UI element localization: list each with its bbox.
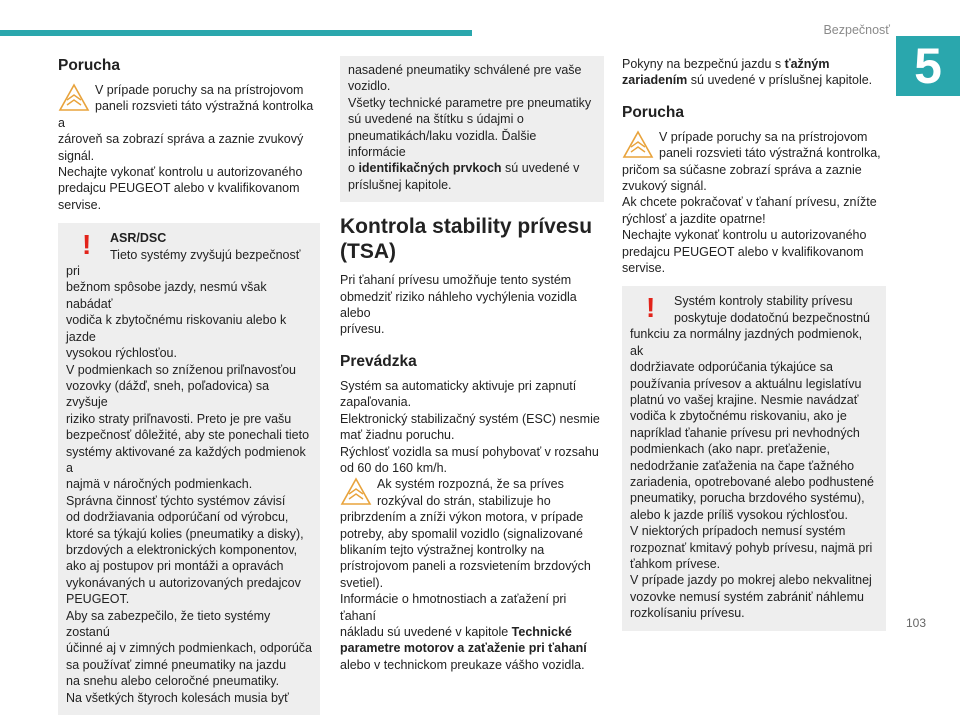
text-line: V prípade jazdy po mokrej alebo nekvalitnej xyxy=(630,573,872,588)
text-line: vysokou rýchlosťou. xyxy=(66,346,177,361)
fault-paragraph xyxy=(58,82,320,213)
bold-span: ťažným xyxy=(784,57,830,71)
text-line: pneumatiky, porucha brzdového systému), xyxy=(630,491,865,506)
text-line: blikaním tejto výstražnej kontrolky na xyxy=(340,542,545,557)
text-line: obmedziť riziko náhleho vychýlenia vozidla alebo xyxy=(340,289,577,321)
text-line: vodiča k zbytočnému riskovaniu alebo k jazde xyxy=(66,313,287,344)
text-line: ktoré sa týkajú kolies (pneumatiky a disky), xyxy=(66,526,304,541)
text-line: riziko straty priľnavosti. Preto je pre vašu xyxy=(66,411,292,426)
exclamation-icon: ! xyxy=(646,292,656,324)
exclamation-icon: ! xyxy=(82,229,92,261)
text-span: o xyxy=(348,161,359,176)
text-line: vykonávaných u autorizovaných predajcov xyxy=(66,575,301,590)
text-span: nákladu sú uvedené v kapitole xyxy=(340,624,512,639)
column-3 xyxy=(622,56,886,631)
text-line: brzdových a elektronických komponentov, xyxy=(66,542,298,557)
bold-span: parametre motorov a zaťaženie pri ťahaní xyxy=(340,641,587,656)
text-line: Správna činnosť týchto systémov závisí xyxy=(66,493,286,508)
text-line: rozkýval do strán, stabilizuje ho xyxy=(377,493,551,508)
text-line: platnú vo vašej krajine. Nesmie navádzať xyxy=(630,392,859,407)
text-line: paneli rozsvieti táto výstražná kontrolka a xyxy=(58,99,314,130)
text-line: používania prívesov a aktuálnu legislatívu xyxy=(630,376,862,391)
text-line: Všetky technické parametre pre pneumatiky xyxy=(348,95,592,110)
text-line: od 60 do 160 km/h. xyxy=(340,460,448,475)
text-line: alebo v technickom preukaze vášho vozidla. xyxy=(340,657,585,672)
note-title: ASR/DSC xyxy=(110,231,167,246)
text-line: bežnom spôsobe jazdy, nesmú však nabádať xyxy=(66,280,267,311)
text-line: Aby sa zabezpečilo, že tieto systémy zostanú xyxy=(66,608,271,639)
text-line: vozovke nemusí systém zabrániť náhlemu xyxy=(630,589,864,604)
text-line: signál. xyxy=(58,148,95,163)
text-line: dodržiavate odporúčania týkajúce sa xyxy=(630,360,833,375)
text-line: Systém kontroly stability prívesu xyxy=(674,294,853,309)
text-span: Pokyny na bezpečnú jazdu s xyxy=(622,57,785,71)
text-line: Tieto systémy zvyšujú bezpečnosť pri xyxy=(66,247,301,279)
text-line: účinné aj v zimných podmienkach, odporúča xyxy=(66,641,312,656)
text-line: prívesu. xyxy=(340,322,385,337)
text-line xyxy=(622,72,886,88)
section-title: Bezpečnosť xyxy=(823,23,890,37)
warning-triangle-icon xyxy=(58,83,90,113)
text-line: servise. xyxy=(58,197,102,212)
text-line: Elektronický stabilizačný systém (ESC) nesmie xyxy=(340,411,600,426)
text-line: zariadenia, opotrebované alebo podhustené xyxy=(630,474,874,489)
text-line: nedodržanie zaťaženia na čape ťažného xyxy=(630,458,855,473)
text-line xyxy=(340,640,604,656)
text-line: Nechajte vykonať kontrolu u autorizovaného xyxy=(622,228,867,243)
text-line: bezpečnosť dôležité, aby ste ponechali tieto xyxy=(66,428,310,443)
text-line: Ak chcete pokračovať v ťahaní prívesu, znížte xyxy=(622,195,877,210)
text-span: sú uvedené v príslušnej kapitole. xyxy=(687,73,873,88)
page-number: 103 xyxy=(905,616,926,630)
text-line: V podmienkach so zníženou priľnavosťou xyxy=(66,362,296,377)
bold-span: identifikačných prvkoch xyxy=(358,161,502,176)
text-line: Pri ťahaní prívesu umožňuje tento systém xyxy=(340,273,572,288)
text-line: Nechajte vykonať kontrolu u autorizovaného xyxy=(58,165,303,180)
text-line: Informácie o hmotnostiach a zaťažení pri ťahaní xyxy=(340,592,567,623)
heading-porucha-tsa: Porucha xyxy=(622,103,685,121)
heading-porucha: Porucha xyxy=(58,57,121,74)
text-line: zapaľovania. xyxy=(340,395,412,410)
text-line: rýchlosť a jazdite opatrne! xyxy=(622,211,766,226)
text-line: najmä v náročných podmienkach. xyxy=(66,477,253,492)
text-line: V prípade poruchy sa na prístrojovom xyxy=(95,83,304,97)
text-line: systémy aktivované za každých podmienok a xyxy=(66,444,306,475)
text-line: prístrojovom paneli a rozsvietením brzdových xyxy=(340,559,591,574)
text-line: nasadené pneumatiky schválené pre vaše xyxy=(348,63,582,77)
title-line: Kontrola stability prívesu xyxy=(340,215,593,239)
text-line: ťahkom prívese. xyxy=(630,556,721,571)
column-1 xyxy=(58,56,320,715)
column-2 xyxy=(340,56,604,673)
text-line: ako aj postupov pri montáži a opravách xyxy=(66,559,284,574)
chapter-number-badge: 5 xyxy=(896,36,960,96)
text-line: Rýchlosť vozidla sa musí pohybovať v rozsahu xyxy=(340,444,599,459)
text-line: vodiča k zbytočnému riskovaniu, ako je xyxy=(630,409,847,424)
text-line: pričom sa súčasne zobrazí správa a zaznie xyxy=(622,162,862,177)
text-line: svetiel). xyxy=(340,575,384,590)
tsa-icon-paragraph xyxy=(340,476,604,673)
text-line: sa používať zimné pneumatiky na jazdu xyxy=(66,657,287,672)
text-line xyxy=(348,160,596,176)
tsa-note xyxy=(622,286,886,630)
text-line: Systém sa automaticky aktivuje pri zapnutí xyxy=(340,378,577,393)
text-line: funkciu za normálny jazdných podmienok, ak xyxy=(630,327,863,358)
text-line: vozovky (dážď, sneh, poľadovica) sa zvyšuje xyxy=(66,378,270,410)
text-line: rozpoznať kmitavý pohyb prívesu, najmä pri xyxy=(630,540,873,555)
text-line: V niektorých prípadoch nemusí systém xyxy=(630,524,846,539)
text-line: zvukový signál. xyxy=(622,179,707,194)
text-line: Na všetkých štyroch kolesách musia byť xyxy=(66,690,289,705)
warning-triangle-icon xyxy=(340,477,372,507)
text-line: poskytuje dodatočnú bezpečnostnú xyxy=(674,310,870,325)
text-line: Ak systém rozpozná, že sa príves xyxy=(377,477,564,492)
text-line: servise. xyxy=(622,261,666,276)
heading-prevadzka: Prevádzka xyxy=(340,352,417,370)
warning-triangle-icon xyxy=(622,130,654,160)
text-line: na snehu alebo celoročné pneumatiky. xyxy=(66,674,280,689)
text-line: predajcu PEUGEOT alebo v kvalifikovanom xyxy=(622,244,864,259)
bold-span: Technické xyxy=(511,624,572,639)
asr-dsc-note xyxy=(58,223,320,715)
text-line: alebo k jazde príliš vysokou rýchlosťou. xyxy=(630,507,848,522)
text-line xyxy=(340,624,604,640)
text-line: mať žiadnu poruchu. xyxy=(340,428,455,443)
text-line xyxy=(622,56,886,72)
title-line: (TSA) xyxy=(340,240,396,264)
text-line: zároveň sa zobrazí správa a zaznie zvukový xyxy=(58,132,304,147)
text-line: paneli rozsvieti táto výstražná kontrolka, xyxy=(659,146,881,161)
continued-note xyxy=(340,56,604,202)
text-line: predajcu PEUGEOT alebo v kvalifikovanom xyxy=(58,181,300,196)
text-line: potreby, aby spomalil vozidlo (signalizované xyxy=(340,526,583,541)
bold-span: zariadením xyxy=(622,73,688,88)
text-span: sú uvedené v xyxy=(501,161,580,176)
header-accent-bar xyxy=(0,30,472,36)
text-line: príslušnej kapitole. xyxy=(348,177,452,192)
text-line: rozkolísaniu prívesu. xyxy=(630,606,745,621)
tsa-title xyxy=(340,214,604,264)
text-line: pribrzdením a zníži výkon motora, v prípade xyxy=(340,510,584,525)
text-line: podmienkach (ako napr. preťaženie, xyxy=(630,442,830,457)
text-line: V prípade poruchy sa na prístrojovom xyxy=(659,129,868,144)
text-line: PEUGEOT. xyxy=(66,592,130,607)
text-line: sú uvedené na štítku s údajmi o xyxy=(348,112,524,127)
tsa-fault-paragraph xyxy=(622,129,886,277)
text-line: od dodržiavania odporúčaní od výrobcu, xyxy=(66,510,289,525)
text-line: napríklad ťahanie prívesu pri nevhodných xyxy=(630,425,860,440)
text-line: pneumatikách/laku vozidla. Ďalšie informácie xyxy=(348,128,537,160)
text-line: vozidlo. xyxy=(348,79,391,94)
